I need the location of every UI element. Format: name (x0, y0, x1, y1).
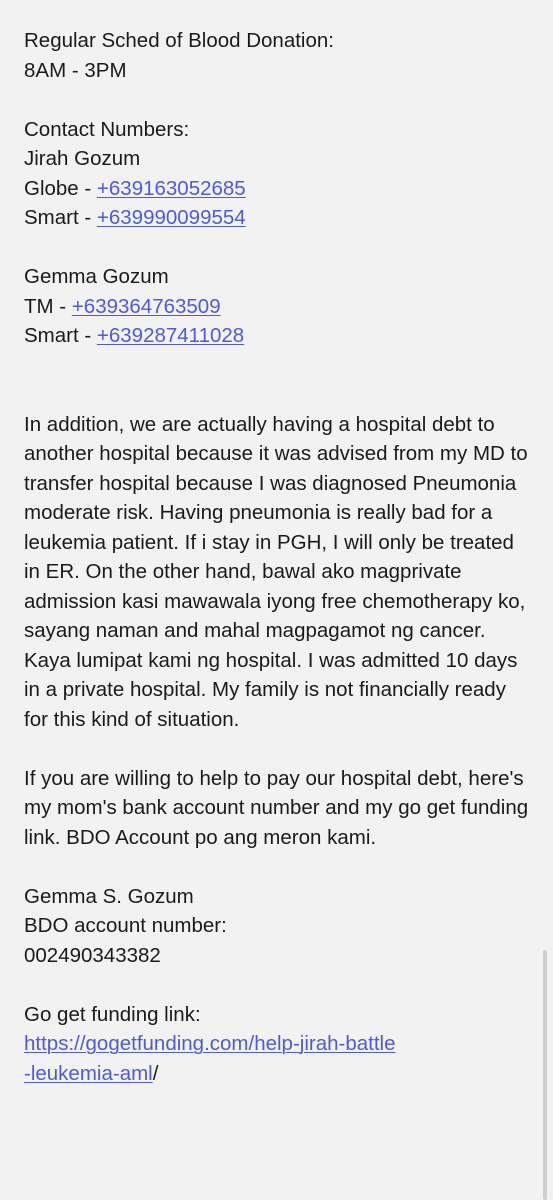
bank-account-number: 002490343382 (24, 943, 161, 967)
spacer (24, 852, 524, 882)
funding-link-continued[interactable]: -leukemia-aml (24, 1061, 153, 1085)
help-paragraph: If you are willing to help to pay our hospital debt, here's my mom's bank account number and my go get funding link. BDO Account po ang meron kami. (24, 766, 529, 849)
scrollbar[interactable] (543, 950, 547, 1200)
contact-row-smart-2 (24, 321, 524, 351)
phone-link-smart[interactable]: +639990099554 (96, 206, 246, 229)
spacer (24, 233, 524, 263)
contact-name-gemma: Gemma Gozum (24, 265, 169, 288)
message-body (24, 26, 529, 1088)
funding-label: Go get funding link: (24, 1002, 201, 1026)
funding-link[interactable]: https://gogetfunding.com/help-jirah-battle (24, 1032, 396, 1055)
phone-link-smart-2[interactable]: +639287411028 (96, 324, 245, 347)
carrier-label: Smart - (24, 206, 97, 229)
spacer (24, 351, 524, 410)
bank-label: BDO account number: (24, 914, 227, 937)
phone-link-tm[interactable]: +639364763509 (71, 294, 221, 318)
carrier-label: TM - (24, 294, 72, 318)
contact-row-smart (24, 203, 524, 233)
spacer (24, 85, 524, 115)
spacer (24, 970, 524, 1000)
funding-link-line-2 (24, 1059, 524, 1089)
contact-row-globe (24, 174, 524, 204)
carrier-label: Smart - (24, 324, 97, 347)
spacer (24, 734, 524, 764)
schedule-heading: Regular Sched of Blood Donation: (24, 29, 334, 52)
schedule-hours: 8AM - 3PM (24, 58, 127, 82)
phone-link-globe[interactable]: +639163052685 (96, 176, 246, 200)
debt-paragraph: In addition, we are actually having a hospital debt to another hospital because it was advised from my MD to transfer hospital because I was diagnosed Pneumonia moderate risk. Having pneumonia is really bad for a leukemia patient. If i stay in PGH, I will only be treated in ER. On the other hand, bawal ako magprivate admission kasi mawawala iyong free chemotherapy ko, sayang naman and mahal magpagamot ng cancer. Kaya lumipat kami ng hospital. I was admitted 10 days in a private hospital. My family is not financially ready for this kind of situation. (24, 412, 528, 731)
contacts-heading: Contact Numbers: (24, 117, 190, 141)
contact-row-tm (24, 292, 524, 322)
bank-holder: Gemma S. Gozum (24, 884, 194, 908)
carrier-label: Globe - (24, 176, 97, 200)
funding-link-suffix: / (152, 1061, 159, 1085)
funding-link-line-1 (24, 1029, 524, 1059)
contact-name-jirah: Jirah Gozum (24, 147, 141, 170)
